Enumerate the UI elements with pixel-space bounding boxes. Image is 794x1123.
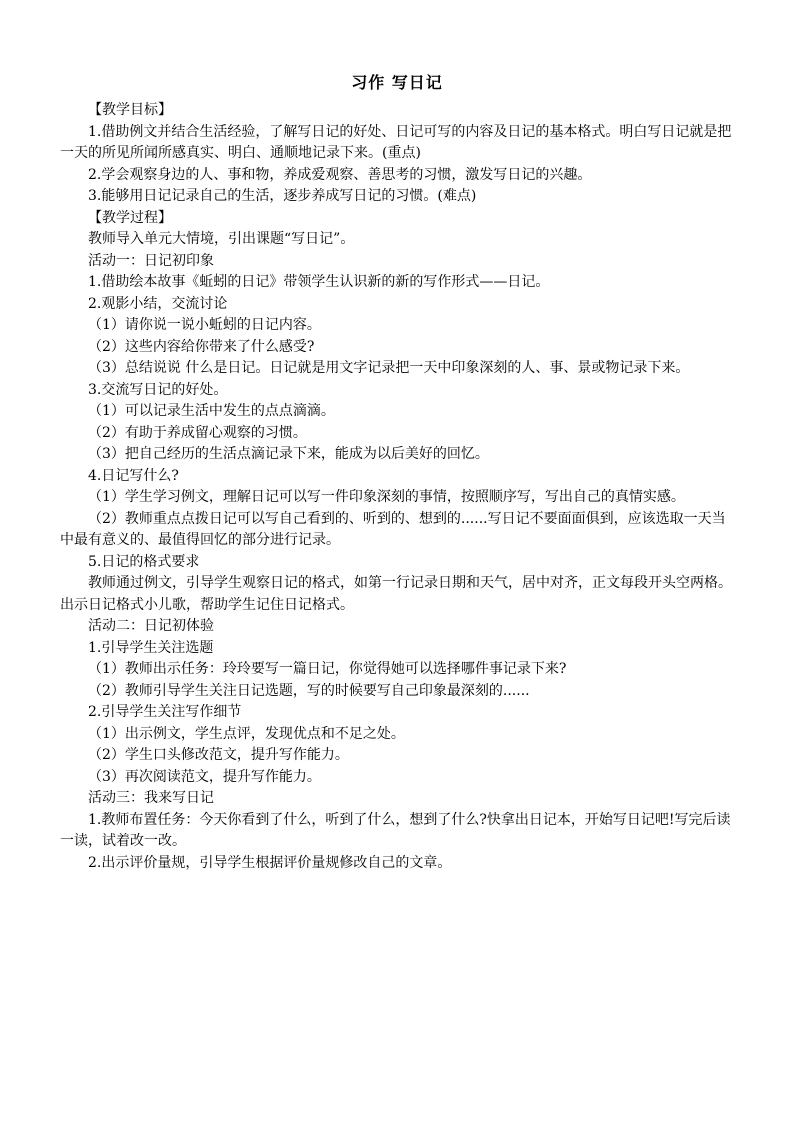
paragraph: 1.教师布置任务：今天你看到了什么，听到了什么，想到了什么?快拿出日记本，开始写日记吧!写完后读一读，试着改一改。 <box>60 811 731 849</box>
goal-item: 1.借助例文并结合生活经验，了解写日记的好处、日记可写的内容及日记的基本格式。明白写日记就是把一天的所见所闻所感真实、明白、通顺地记录下来。(重点) <box>60 123 732 161</box>
paragraph: （3）总结说说 什么是日记。日记就是用文字记录把一天中印象深刻的人、事、景或物记录下来。 <box>88 360 690 376</box>
paragraph: （1）教师出示任务：玲玲要写一篇日记，你觉得她可以选择哪件事记录下来? <box>88 661 567 677</box>
paragraph: 1.引导学生关注选题 <box>88 639 214 656</box>
goal-item: 3.能够用日记记录自己的生活，逐步养成写日记的习惯。(难点) <box>88 188 477 204</box>
goal-item: 2.学会观察身边的人、事和物，养成爱观察、善思考的习惯，激发写日记的兴趣。 <box>88 166 592 183</box>
paragraph: （2）有助于养成留心观察的习惯。 <box>88 424 307 441</box>
activity-heading: 活动一：日记初印象 <box>88 252 214 269</box>
paragraph: （3）再次阅读范文，提升写作能力。 <box>88 768 321 785</box>
paragraph: 2.观影小结，交流讨论 <box>88 295 228 312</box>
paragraph: 4.日记写什么? <box>88 467 179 484</box>
paragraph: 2.出示评价量规，引导学生根据评价量规修改自己的文章。 <box>88 854 452 871</box>
paragraph: （2）教师重点点拨日记可以写自己看到的、听到的、想到的......写日记不要面面俱到，应该选取一天当中最有意义的、最值得回忆的部分进行记录。 <box>60 510 726 548</box>
document-title: 习作 写日记 <box>351 73 443 92</box>
section-heading-goals: 【教学目标】 <box>88 102 172 118</box>
paragraph: 教师导入单元大情境，引出课题“写日记”。 <box>88 231 355 247</box>
activity-heading: 活动二：日记初体验 <box>88 618 214 634</box>
paragraph: （1）请你说一说小蚯蚓的日记内容。 <box>88 317 321 333</box>
paragraph: 1.借助绘本故事《蚯蚓的日记》带领学生认识新的新的写作形式——日记。 <box>88 274 550 290</box>
paragraph: （2）教师引导学生关注日记选题，写的时候要写自己印象最深刻的...... <box>88 682 530 699</box>
paragraph: 2.引导学生关注写作细节 <box>88 704 242 720</box>
paragraph: （1）出示例文，学生点评，发现优点和不足之处。 <box>88 725 405 742</box>
paragraph: （1）学生学习例文，理解日记可以写一件印象深刻的事情，按照顺序写，写出自己的真情实感。 <box>88 489 685 505</box>
paragraph: （1）可以记录生活中发生的点点滴滴。 <box>88 403 335 419</box>
document-body <box>60 100 736 874</box>
activity-heading: 活动三：我来写日记 <box>88 790 214 806</box>
paragraph: （3）把自己经历的生活点滴记录下来，能成为以后美好的回忆。 <box>88 446 489 462</box>
paragraph: 3.交流写日记的好处。 <box>88 381 228 398</box>
section-heading-process: 【教学过程】 <box>88 209 172 226</box>
paragraph: （2）学生口头修改范文，提升写作能力。 <box>88 747 349 763</box>
paragraph: 教师通过例文，引导学生观察日记的格式，如第一行记录日期和天气，居中对齐，正文每段开头空两格。出示日记格式小儿歌，帮助学生记住日记格式。 <box>60 575 732 613</box>
paragraph: （2）这些内容给你带来了什么感受? <box>88 338 315 355</box>
paragraph: 5.日记的格式要求 <box>88 553 200 570</box>
